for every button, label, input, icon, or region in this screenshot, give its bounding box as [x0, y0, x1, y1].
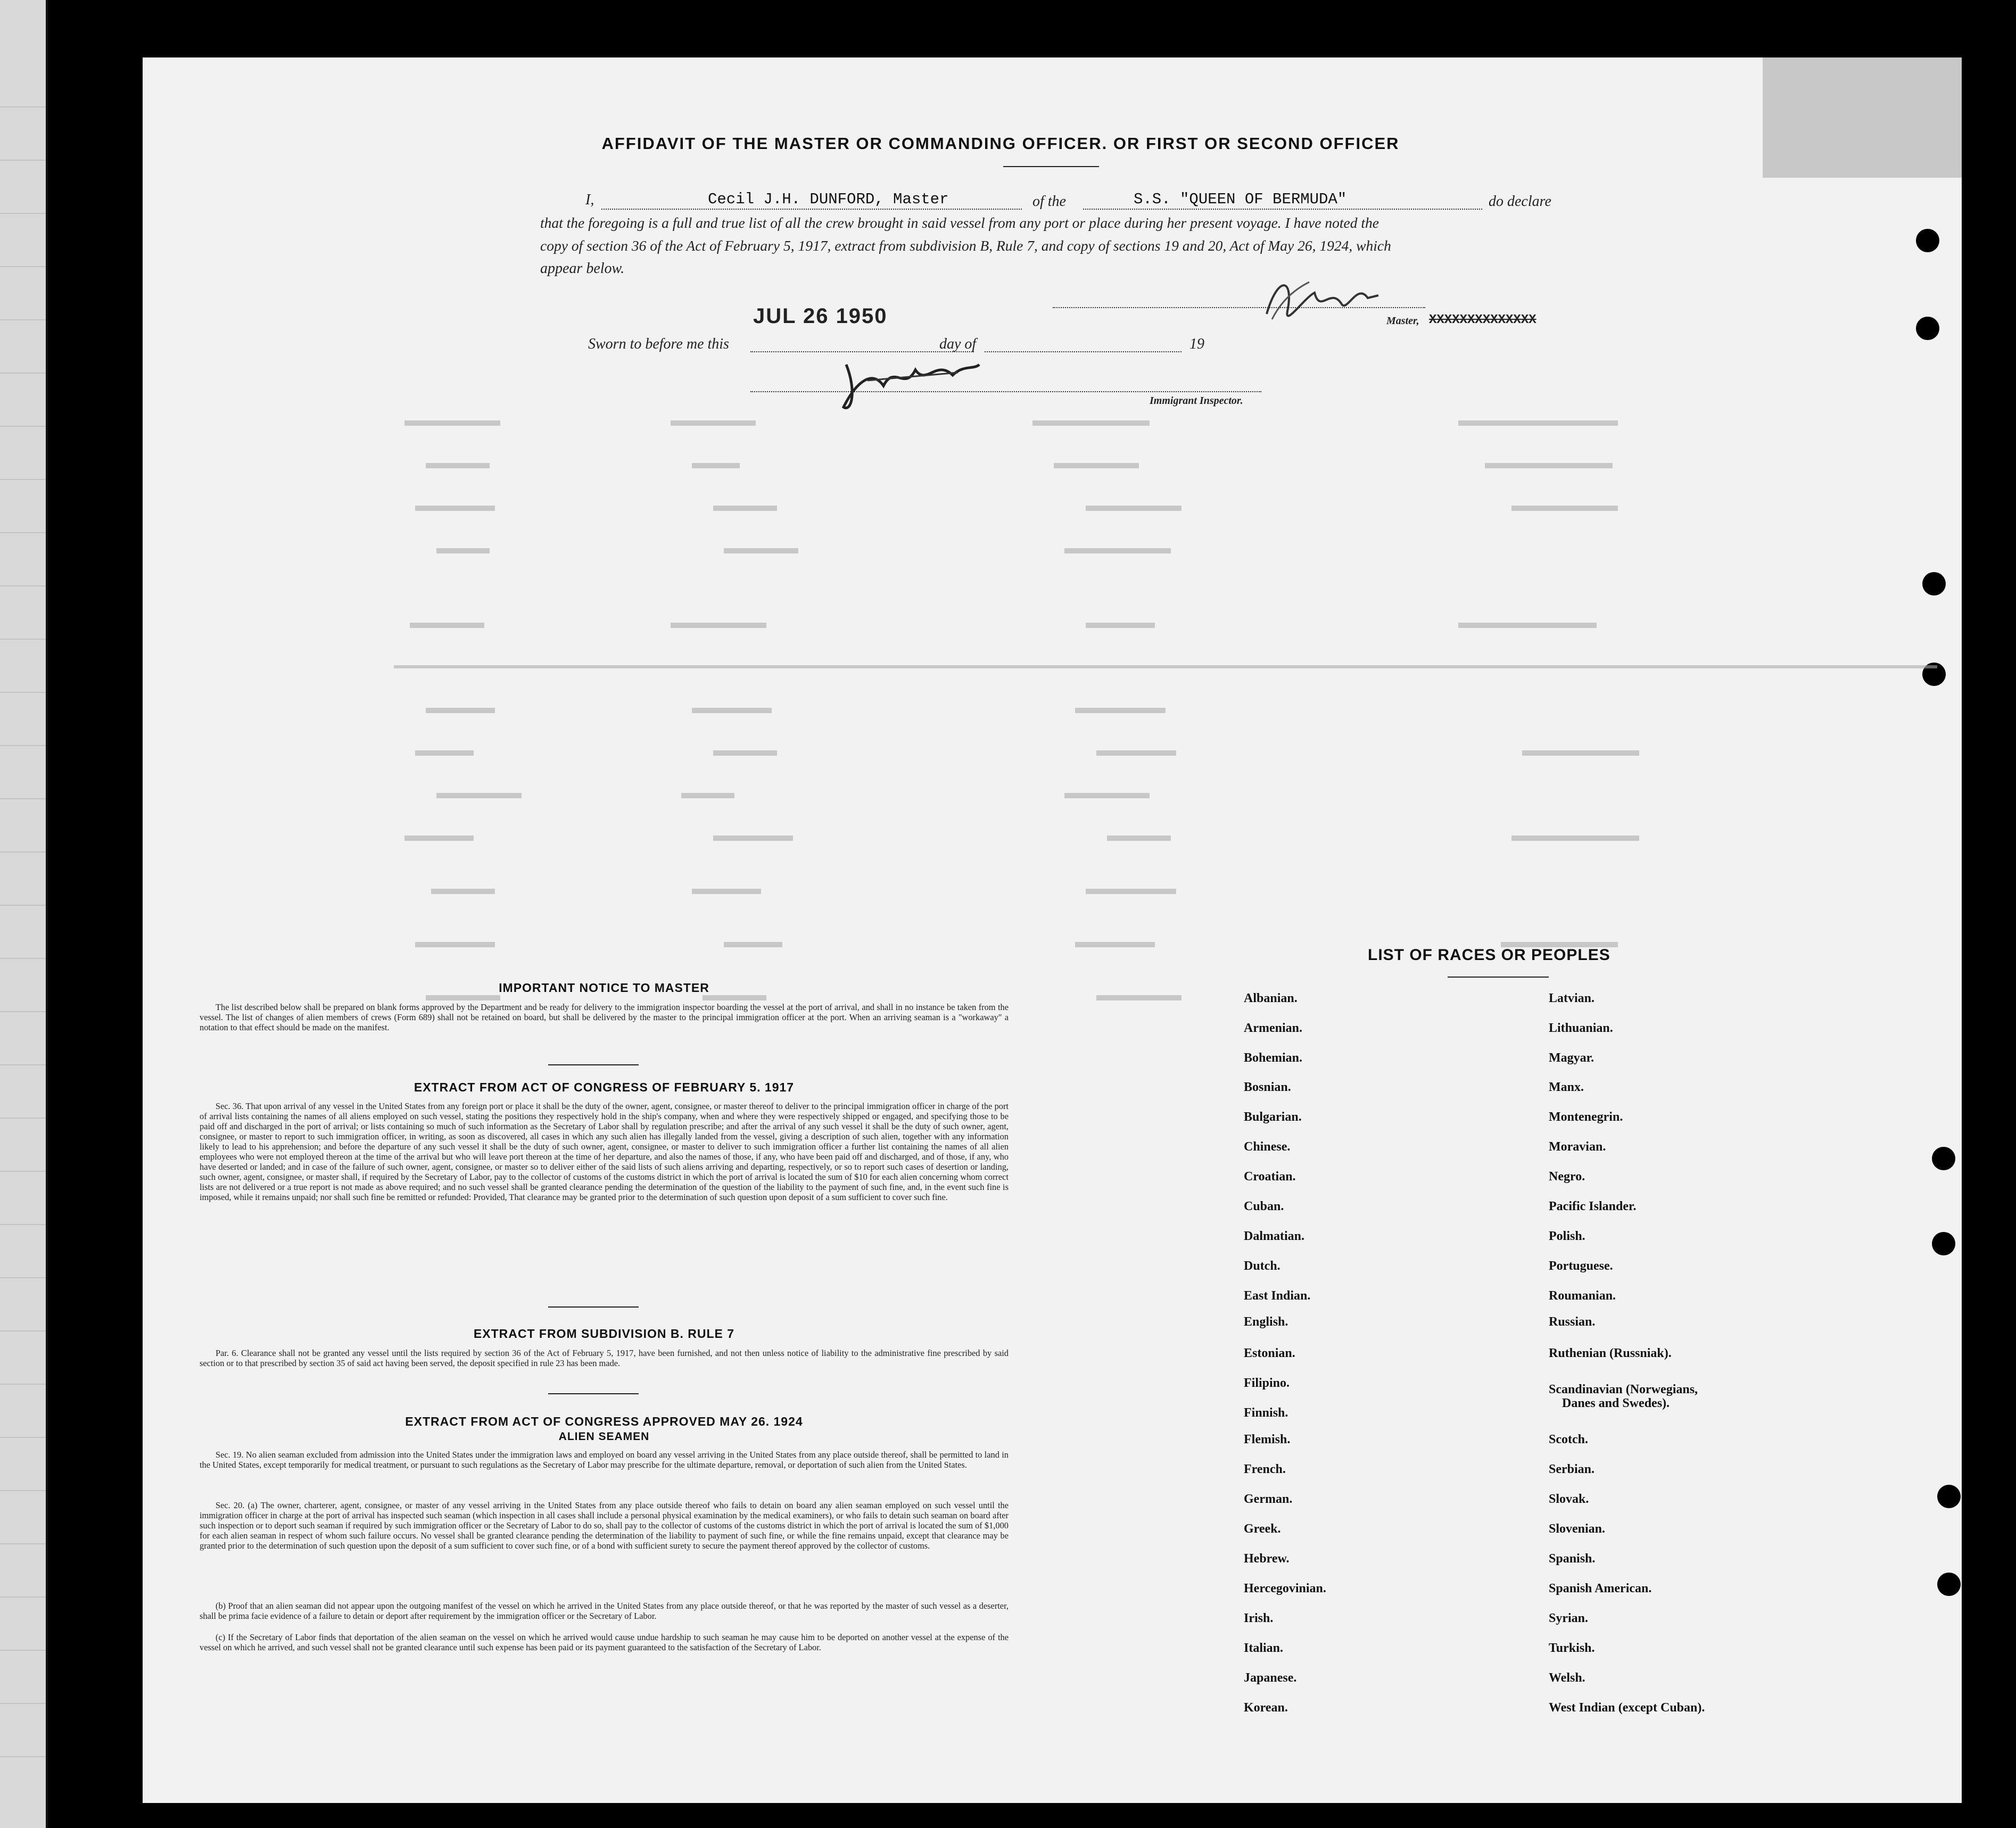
- race-item: Bohemian.: [1244, 1051, 1303, 1065]
- line1-end: do declare: [1489, 193, 1551, 210]
- master-label: Master,: [1386, 315, 1419, 327]
- alien-seamen-subheading: ALIEN SEAMEN: [558, 1430, 650, 1443]
- punch-hole: [1916, 317, 1939, 340]
- race-item: Serbian.: [1549, 1462, 1595, 1476]
- race-item: Cuban.: [1244, 1200, 1284, 1213]
- divider: [548, 1393, 639, 1394]
- race-item: Dutch.: [1244, 1259, 1280, 1273]
- race-item: German.: [1244, 1492, 1293, 1506]
- vessel-line: [1083, 209, 1482, 210]
- race-item: Moravian.: [1549, 1140, 1606, 1154]
- date-stamp: JUL 26 1950: [753, 304, 888, 328]
- year-prefix: 19: [1189, 336, 1204, 352]
- race-item: Lithuanian.: [1549, 1021, 1613, 1035]
- inspector-line: [750, 391, 1261, 392]
- sec20c-body: (c) If the Secretary of Labor finds that deportation of the alien seaman on the vessel on which he arrived would cause undue hardship to such seaman he may cause him to be deported on another vessel at the expense of the vessel on which he arrived, and such vessel shall not be granted clearance until such expense has been paid or its payment guaranteed to the satisfaction of the Secretary of Labor.: [200, 1632, 1009, 1652]
- race-item: Danes and Swedes).: [1562, 1396, 1670, 1410]
- race-item: Montenegrin.: [1549, 1110, 1623, 1124]
- race-item: Magyar.: [1549, 1051, 1594, 1065]
- race-item: Hebrew.: [1244, 1552, 1290, 1566]
- sec20a-body: Sec. 20. (a) The owner, charterer, agent, consignee, or master of any vessel arriving in the United States from any place outside thereof who fails to detain on board any alien seaman employed on such vessel until the immigration officer in charge at the port of arrival has inspected such seaman (which inspection in all cases shall include a personal physical examination by the medical examiners), or who fails to detain such seaman on board after such inspection or to deport such seaman if required by such immigration officer or the Secretary of Labor to do so, shall pay to the collector of customs of the customs district in which the port of arrival is located the sum of $1,000 for each alien seaman in respect of whom such failure occurs. No vessel shall be granted clearance pending the determination of the liability to payment of such fine, or while the fine remains unpaid, except that clearance may be granted prior to the determination of such question upon the deposit of a sum sufficient to cover such fine, or of a bond with sufficient surety to secure the payment thereof approved by the collector of customs.: [200, 1500, 1009, 1551]
- affidavit-line-2: that the foregoing is a full and true list of all the crew brought in said vessel from any port or place during her present voyage. I have noted the: [540, 214, 1379, 231]
- race-item: Hercegovinian.: [1244, 1582, 1326, 1595]
- extract-1917-heading: EXTRACT FROM ACT OF CONGRESS OF FEBRUARY 5. 1917: [414, 1080, 795, 1094]
- race-item: Armenian.: [1244, 1021, 1302, 1035]
- rule7-body: Par. 6. Clearance shall not be granted any vessel until the lists required by section 36 of the Act of February 5, 1917, have been furnished, and not then unless notice of liability to the administrative fine prescribed by said section or to that prescribed by section 35 of said act having been served, the deposit specified in rule 23 has been made.: [200, 1348, 1009, 1368]
- affidavit-line-3: copy of section 36 of the Act of February 5, 1917, extract from subdivision B, Rule 7, and copy of sections 19 and 20, Act of May 26, 1924, which: [540, 237, 1391, 254]
- race-item: Flemish.: [1244, 1433, 1291, 1446]
- punch-hole: [1937, 1485, 1961, 1508]
- punch-hole: [1932, 1147, 1955, 1170]
- race-item: Korean.: [1244, 1701, 1288, 1715]
- notice-heading: IMPORTANT NOTICE TO MASTER: [499, 981, 709, 995]
- race-item: Bulgarian.: [1244, 1110, 1302, 1124]
- line1-i: I,: [585, 192, 594, 208]
- race-item: Scotch.: [1549, 1433, 1588, 1446]
- race-item: Syrian.: [1549, 1611, 1589, 1625]
- notice-body: The list described below shall be prepared on blank forms approved by the Department and be ready for delivery to the immigration inspector boarding the vessel at the port of arrival, and shall in no instance be taken from the vessel. The list of changes of alien members of crews (Form 689) shall not be retained on board, but shall be delivered by the master to the principal immigration officer at the port. When an arriving seaman is a "workaway" a notation to that effect should be made on the manifest.: [200, 1002, 1009, 1032]
- race-item: Pacific Islander.: [1549, 1200, 1637, 1213]
- vessel-name: S.S. "QUEEN OF BERMUDA": [1134, 191, 1347, 208]
- race-item: Negro.: [1549, 1170, 1585, 1184]
- rule7-heading: EXTRACT FROM SUBDIVISION B. RULE 7: [473, 1327, 735, 1341]
- race-item: French.: [1244, 1462, 1286, 1476]
- race-item: Bosnian.: [1244, 1080, 1291, 1094]
- race-item: Roumanian.: [1549, 1289, 1616, 1303]
- name-line: [601, 209, 1022, 210]
- race-item: Finnish.: [1244, 1406, 1288, 1420]
- race-item: Turkish.: [1549, 1641, 1595, 1655]
- race-item: Japanese.: [1244, 1671, 1297, 1685]
- race-item: East Indian.: [1244, 1289, 1311, 1303]
- race-item: Russian.: [1549, 1315, 1596, 1329]
- race-item: Portuguese.: [1549, 1259, 1613, 1273]
- race-item: Ruthenian (Russniak).: [1549, 1346, 1672, 1360]
- divider: [548, 1064, 639, 1065]
- inspector-signature: [836, 349, 985, 418]
- sworn-text: Sworn to before me this: [588, 336, 729, 352]
- adjacent-page-strip: [0, 0, 48, 1828]
- sec19-body: Sec. 19. No alien seaman excluded from admission into the United States under the immigration laws and employed on board any vessel arriving in the United States from any place outside thereof, shall be permitted to land in the United States, except temporarily for medical treatment, or pursuant to such regulations as the Secretary of Labor may prescribe for the ultimate departure, removal, or deportation of such alien from the United States.: [200, 1450, 1009, 1470]
- race-item: Polish.: [1549, 1229, 1585, 1243]
- punch-hole: [1937, 1573, 1961, 1596]
- title-divider: [1003, 166, 1099, 167]
- race-item: Croatian.: [1244, 1170, 1296, 1184]
- race-item: Irish.: [1244, 1611, 1274, 1625]
- master-struck: XXXXXXXXXXXXXX: [1429, 313, 1536, 327]
- race-item: Welsh.: [1549, 1671, 1585, 1685]
- race-item: Chinese.: [1244, 1140, 1291, 1154]
- divider: [548, 1306, 639, 1308]
- extract-1924-heading: EXTRACT FROM ACT OF CONGRESS APPROVED MAY 26. 1924: [405, 1415, 803, 1428]
- race-item: Albanian.: [1244, 991, 1298, 1005]
- race-item: Slovak.: [1549, 1492, 1589, 1506]
- race-item: Latvian.: [1549, 991, 1595, 1005]
- tape-patch: [1763, 57, 1962, 178]
- extract-1917-body: Sec. 36. That upon arrival of any vessel in the United States from any foreign port or place it shall be the duty of the owner, agent, consignee, or master thereof to deliver to the principal immigration officer in charge of the port of arrival lists containing the names of all aliens employed on such vessel, stating the positions they respectively hold in the ship's company, when and where they were respectively shipped or engaged, and specifying those to be paid off and discharged in the port of arrival; or lists containing so much of such information as the Secretary of Labor shall by regulation prescribe; and after the arrival of any such vessel it shall be the duty of such owner, agent, consignee, or master to report to such immigration officer, in writing, as soon as discovered, all cases in which any such alien has illegally landed from the vessel, giving a description of such alien, together with any information likely to lead to his apprehension; and before the departure of any such vessel it shall be the duty of such owner, agent, consignee, or master to deliver to such immigration officer a further list containing the names of all alien employees who were not employed thereon at the time of the arrival but who will leave port thereon at the time of her departure, and also the names of those, if any, who have been paid off and discharged, and of those, if any, who have deserted or landed; and in case of the failure of such owner, agent, consignee, or master so to deliver either of the said lists of such aliens arriving and departing, respectively, or so to report such cases of desertion or landing, such owner, agent, consignee, or master shall, if required by the Secretary of Labor, pay to the collector of customs of the customs district in which the port of arrival is located the sum of $10 for each alien concerning whom correct lists are not delivered or a true report is not made as above required; and no such vessel shall be granted clearance pending the determination of the question of the liability to the payment of such fine, and, in the event such fine is imposed, while it remains unpaid; nor shall such fine be remitted or refunded: Provided, That clearance may be granted prior to the determination of such question upon deposit of a sum sufficient to cover such fine.: [200, 1101, 1009, 1202]
- sec20b-body: (b) Proof that an alien seaman did not appear upon the outgoing manifest of the vessel on which he arrived in the United States from any place outside thereof, or that he was reported by the master of such vessel as a deserter, shall be prima facie evidence of a failure to detain or deport after requirement by the immigration officer or the Secretary of Labor.: [200, 1601, 1009, 1621]
- race-item: Manx.: [1549, 1080, 1584, 1094]
- race-item: Slovenian.: [1549, 1522, 1606, 1536]
- race-item: Spanish American.: [1549, 1582, 1652, 1595]
- races-divider: [1448, 977, 1549, 978]
- affidavit-title: AFFIDAVIT OF THE MASTER OR COMMANDING OFFICER. OR FIRST OR SECOND OFFICER: [601, 134, 1400, 153]
- race-item: Italian.: [1244, 1641, 1284, 1655]
- race-item: Filipino.: [1244, 1376, 1290, 1390]
- race-item: Estonian.: [1244, 1346, 1295, 1360]
- punch-hole: [1916, 229, 1939, 252]
- line1-of-the: of the: [1032, 193, 1066, 210]
- punch-hole: [1932, 1232, 1955, 1255]
- race-item: Scandinavian (Norwegians,: [1549, 1383, 1698, 1396]
- bleed-through-text: [394, 410, 1937, 1038]
- master-name: Cecil J.H. DUNFORD, Master: [708, 191, 949, 208]
- race-item: Greek.: [1244, 1522, 1281, 1536]
- race-item: Spanish.: [1549, 1552, 1596, 1566]
- inspector-label: Immigrant Inspector.: [1150, 395, 1243, 407]
- race-item: English.: [1244, 1315, 1288, 1329]
- master-signature: [1256, 266, 1384, 341]
- month-line: [985, 351, 1181, 352]
- day-of: day of: [939, 336, 977, 352]
- affidavit-line-4: appear below.: [540, 260, 625, 277]
- race-item: West Indian (except Cuban).: [1549, 1701, 1705, 1715]
- race-item: Dalmatian.: [1244, 1229, 1304, 1243]
- races-heading: LIST OF RACES OR PEOPLES: [1368, 946, 1610, 964]
